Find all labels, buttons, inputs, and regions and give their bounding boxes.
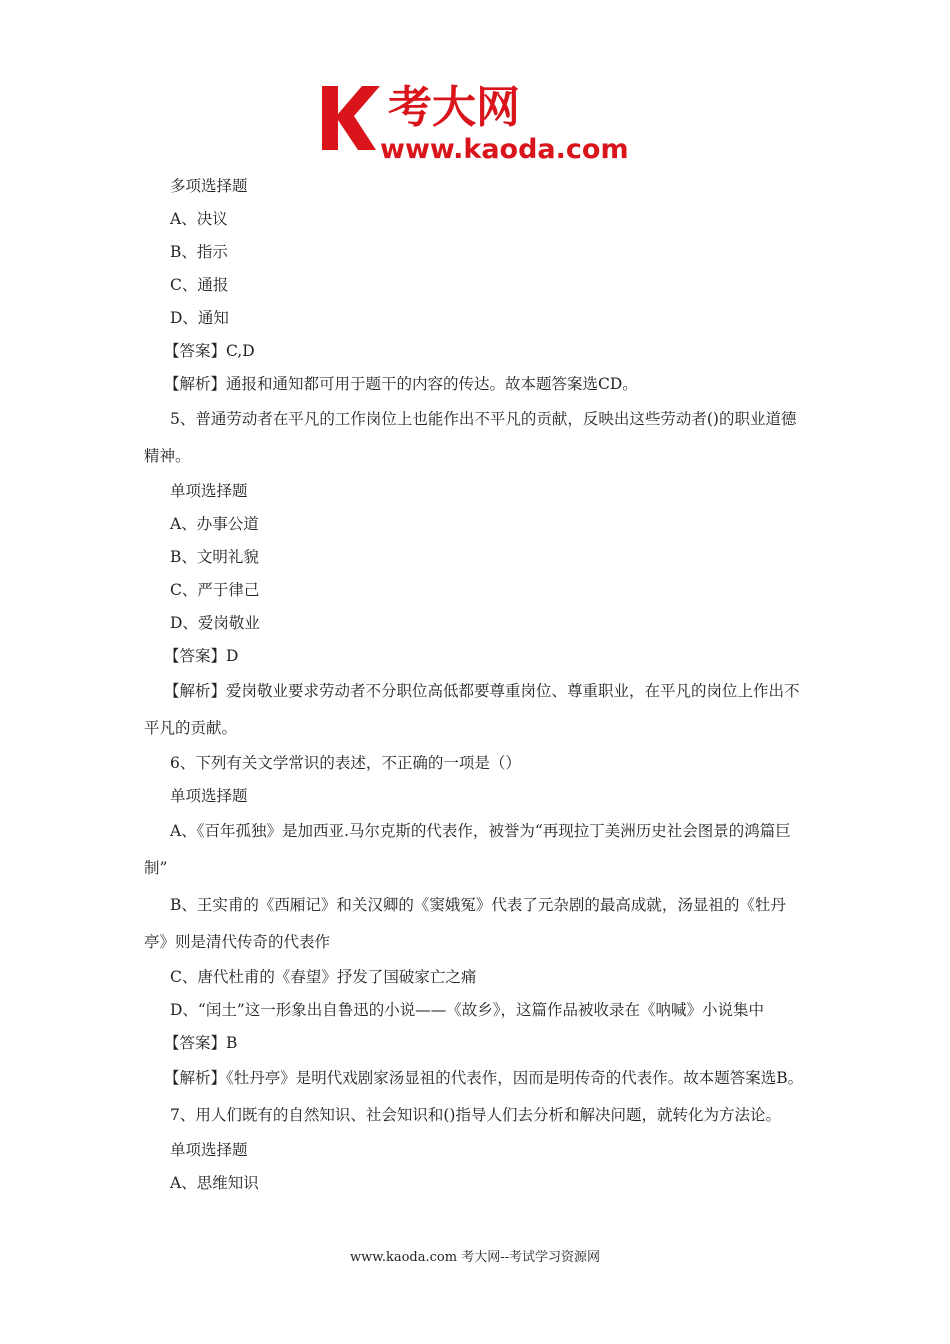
question-type: 单项选择题 — [170, 1141, 248, 1159]
option-c: C、通报 — [170, 276, 229, 294]
explanation: 【解析】通报和通知都可用于题干的内容的传达。故本题答案选CD。 — [164, 375, 638, 393]
option-b: B、指示 — [170, 243, 228, 261]
answer: 【答案】C,D — [164, 342, 255, 360]
option-a: A、思维知识 — [170, 1174, 259, 1192]
question-type: 单项选择题 — [170, 787, 248, 805]
option-b: B、文明礼貌 — [170, 548, 259, 566]
option-d: D、“闰土”这一形象出自鲁迅的小说——《故乡》，这篇作品被收录在《呐喊》小说集中 — [170, 1001, 765, 1019]
option-c: C、唐代杜甫的《春望》抒发了国破家亡之痛 — [170, 968, 477, 986]
document-body — [144, 170, 809, 1200]
kaoda-logo — [318, 78, 648, 168]
answer: 【答案】D — [164, 647, 239, 665]
option-a: A、决议 — [170, 210, 228, 228]
option-c: C、严于律己 — [170, 581, 260, 599]
question-7: 7、用人们既有的自然知识、社会知识和()指导人们去分析和解决问题，就转化为方法论。 — [170, 1106, 781, 1124]
option-a: A、《百年孤独》是加西亚.马尔克斯的代表作，被誉为“再现拉丁美洲历史社会图景的鸿篇巨制” — [144, 822, 791, 877]
explanation: 【解析】《牡丹亭》是明代戏剧家汤显祖的代表作，因而是明传奇的代表作。故本题答案选B。 — [164, 1069, 804, 1087]
option-a: A、办事公道 — [170, 515, 259, 533]
kaoda-logo-graphic — [318, 78, 648, 168]
logo-brand-text: 考大网 — [388, 82, 520, 133]
option-d: D、通知 — [170, 309, 229, 327]
explanation: 【解析】爱岗敬业要求劳动者不分职位高低都要尊重岗位、尊重职业，在平凡的岗位上作出不平凡的贡献。 — [144, 682, 800, 737]
option-d: D、爱岗敬业 — [170, 614, 260, 632]
question-5: 5、普通劳动者在平凡的工作岗位上也能作出不平凡的贡献，反映出这些劳动者()的职业道德精神。 — [144, 410, 797, 465]
page-footer: www.kaoda.com 考大网--考试学习资源网 — [350, 1250, 600, 1265]
answer: 【答案】B — [164, 1034, 238, 1052]
question-6: 6、下列有关文学常识的表述，不正确的一项是（） — [170, 754, 521, 772]
question-type: 单项选择题 — [170, 482, 248, 500]
question-type: 多项选择题 — [170, 177, 248, 195]
option-b: B、王实甫的《西厢记》和关汉卿的《窦娥冤》代表了元杂剧的最高成就，汤显祖的《牡丹亭》则是清代传奇的代表作 — [144, 896, 786, 951]
logo-url-text: www.kaoda.com — [380, 134, 629, 165]
